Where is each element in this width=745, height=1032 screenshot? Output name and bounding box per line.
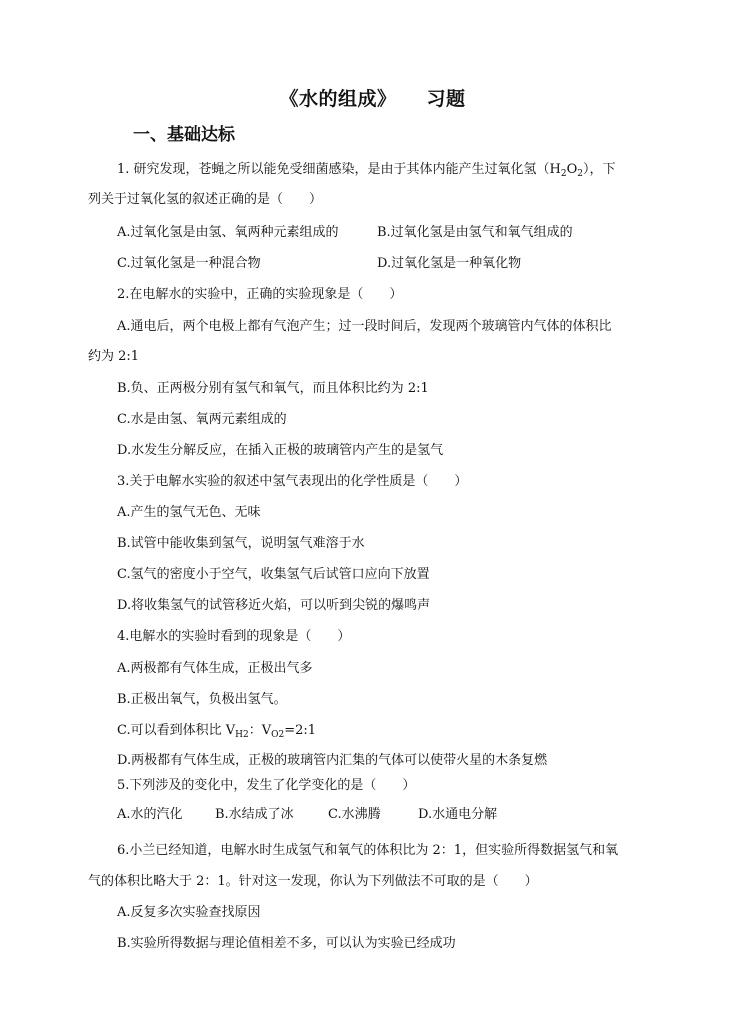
q2-option-a-line1: A.通电后，两个电极上都有气泡产生；过一段时间后，发现两个玻璃管内气体的体积比	[117, 319, 612, 334]
q3-option-a: A.产生的氢气无色、无味	[117, 505, 261, 520]
q3-option-b: B.试管中能收集到氢气，说明氢气难溶于水	[117, 536, 365, 551]
q4-stem: 4.电解水的实验时看到的现象是（ ）	[117, 629, 351, 644]
q1-option-a: A.过氧化氢是由氢、氧两种元素组成的	[117, 225, 339, 240]
title-main: 《水的组成》	[279, 88, 397, 110]
q1-option-b: B.过氧化氢是由氢气和氧气组成的	[377, 225, 573, 240]
q4-option-a: A.两极都有气体生成，正极出气多	[117, 661, 313, 676]
q1-stem-line2: 列关于过氧化氢的叙述正确的是（ ）	[88, 192, 323, 207]
q6-stem-line1: 6.小兰已经知道，电解水时生成氢气和氧气的体积比为 2：1，但实验所得数据氢气和氧	[117, 843, 619, 858]
q5-stem: 5.下列涉及的变化中，发生了化学变化的是（ ）	[117, 778, 416, 793]
q2-option-d: D.水发生分解反应，在插入正极的玻璃管内产生的是氢气	[117, 443, 444, 458]
q2-option-c: C.水是由氢、氧两元素组成的	[117, 412, 287, 427]
q3-option-d: D.将收集氢气的试管移近火焰，可以听到尖锐的爆鸣声	[117, 598, 431, 613]
q4-option-d: D.两极都有气体生成，正极的玻璃管内汇集的气体可以使带火星的木条复燃	[117, 753, 548, 768]
q3-option-c: C.氢气的密度小于空气，收集氢气后试管口应向下放置	[117, 567, 430, 582]
q6-option-b: B.实验所得数据与理论值相差不多，可以认为实验已经成功	[117, 936, 456, 951]
q6-option-a: A.反复多次实验查找原因	[117, 905, 261, 920]
q1-option-c: C.过氧化氢是一种混合物	[117, 256, 261, 271]
q1-stem-line1: 1. 研究发现，苍蝇之所以能免受细菌感染，是由于其体内能产生过氧化氢$(H_2O_2)$，下	[117, 162, 616, 179]
q2-option-b: B.负、正两极分别有氢气和氧气，而且体积比约为 2:1	[117, 381, 429, 396]
q6-stem-line2: 气的体积比略大于 2：1。针对这一发现，你认为下列做法不可取的是（ ）	[88, 874, 538, 889]
q1-option-d: D.过氧化氢是一种氧化物	[377, 256, 522, 271]
q5-option-a: A.水的汽化	[117, 807, 183, 822]
page-title	[0, 84, 745, 111]
q4-option-c: C.可以看到体积比 $V_{H2}$：$V_{O2}=2:1$	[117, 723, 317, 740]
section-heading: 一、基础达标	[133, 125, 235, 145]
q5-option-d: D.水通电分解	[418, 807, 498, 822]
q4-option-b: B.正极出氧气，负极出氢气。	[117, 692, 287, 707]
q2-stem: 2.在电解水的实验中，正确的实验现象是（ ）	[117, 287, 403, 302]
q5-option-c: C.水沸腾	[328, 807, 381, 822]
q5-option-b: B.水结成了冰	[215, 807, 294, 822]
q2-option-a-line2: 约为 2:1	[88, 349, 140, 364]
title-sub: 习题	[426, 88, 466, 110]
q3-stem: 3.关于电解水实验的叙述中氢气表现出的化学性质是（ ）	[117, 474, 468, 489]
